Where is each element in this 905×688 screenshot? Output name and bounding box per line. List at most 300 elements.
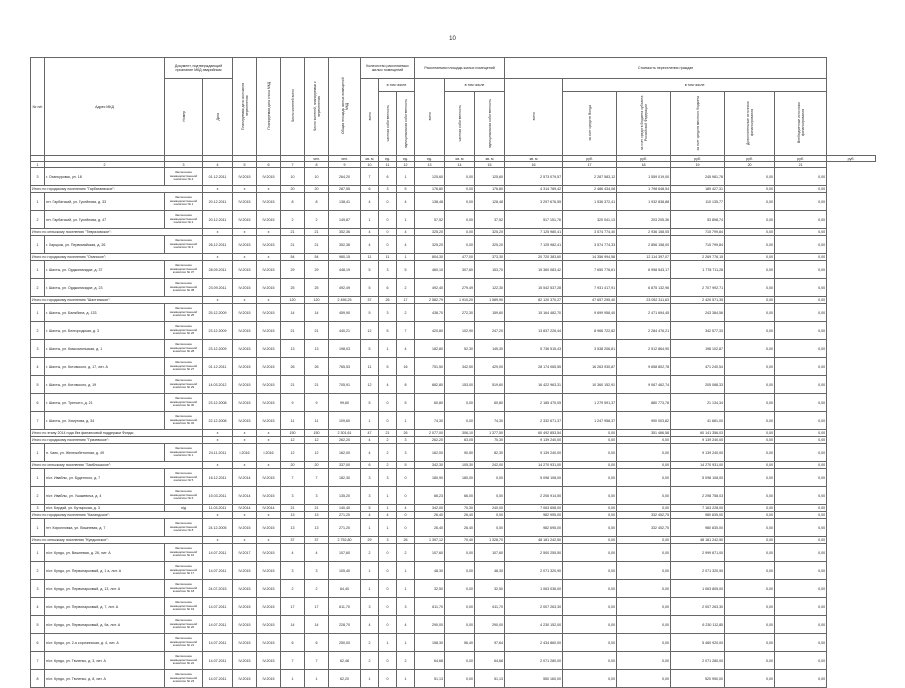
table-cell: 53 898,74 xyxy=(671,211,725,229)
table-cell: 980,15 xyxy=(329,254,361,261)
table-cell: x xyxy=(203,430,233,437)
hdr-rooms-all: всего xyxy=(361,79,379,156)
table-cell: 26 xyxy=(305,358,329,376)
table-cell: 1 xyxy=(379,634,397,652)
table-cell: г. Шахты, ул. Белгородская, д. 3 xyxy=(45,322,165,340)
unit-cell: кв. м xyxy=(505,156,563,162)
subtotal-row xyxy=(31,254,876,261)
table-cell: 23.12.2008 xyxy=(203,394,233,412)
table-cell: 0,00 xyxy=(445,670,475,688)
table-cell: 5 736 515,43 xyxy=(505,340,563,358)
table-cell: 13 xyxy=(305,519,329,537)
column-number-cell: 3 xyxy=(165,162,203,168)
table-cell: IV.2015 xyxy=(233,168,257,186)
table-cell: 0,00 xyxy=(775,394,827,412)
table-cell: 5 xyxy=(361,340,379,358)
table-cell: 37 xyxy=(281,537,305,544)
table-cell: 21 xyxy=(379,430,397,437)
table-cell: 2 071 320,90 xyxy=(671,562,725,580)
table-cell: 2 007 263,30 xyxy=(505,598,563,616)
table-row xyxy=(31,279,876,297)
table-cell: п/ст. Кундо, ул. Тюленко, д. 8, лит. А xyxy=(45,670,165,688)
table-cell: 51,13 xyxy=(475,670,505,688)
hdr-cost-fund: за счет средств Фонда xyxy=(563,92,617,156)
table-cell: 0,00 xyxy=(775,261,827,279)
table-cell: 62,48 xyxy=(329,652,361,670)
table-cell: 189 427,31 xyxy=(671,186,725,193)
table-row xyxy=(31,261,876,279)
table-row xyxy=(31,544,876,562)
table-cell: 492,49 xyxy=(329,279,361,297)
table-cell: IV.2015 xyxy=(257,358,281,376)
table-cell: 440,21 xyxy=(329,322,361,340)
table-cell: 150 xyxy=(305,430,329,437)
table-cell: 1 xyxy=(361,211,379,229)
table-cell: 0,00 xyxy=(563,537,617,544)
table-cell: 54 xyxy=(305,254,329,261)
table-row xyxy=(31,616,876,634)
table-cell: 243 384,56 xyxy=(671,304,725,322)
table-cell: IV.2017 xyxy=(233,544,257,562)
table-cell: 25 xyxy=(305,279,329,297)
table-cell: 0,00 xyxy=(563,562,617,580)
table-cell: 0 xyxy=(379,598,397,616)
table-cell: 21 xyxy=(305,505,329,512)
table-cell: x xyxy=(203,462,233,469)
table-cell: 459,90 xyxy=(329,304,361,322)
table-cell: 0 xyxy=(379,193,397,211)
subtotal-label: Итого по городскому поселению "Грачевское": xyxy=(31,437,203,444)
table-cell: г. Шахты, ул. Котовского, д. 19 xyxy=(45,376,165,394)
resettlement-register-table xyxy=(30,57,876,688)
table-cell: 12 xyxy=(305,444,329,462)
table-cell: x xyxy=(257,430,281,437)
table-cell: 26,40 xyxy=(445,519,475,537)
table-cell: 10 xyxy=(281,168,305,186)
table-cell: 2 287 583,12 xyxy=(563,168,617,186)
table-cell: 20 720 383,60 xyxy=(505,254,563,261)
table-cell: x xyxy=(203,254,233,261)
table-cell: 140,40 xyxy=(329,505,361,512)
table-cell: 8 xyxy=(397,376,415,394)
table-cell: 2 471 694,45 xyxy=(617,304,671,322)
table-cell: IV.2015 xyxy=(257,634,281,652)
table-cell: Заключение межведомственной комиссии № 1 xyxy=(165,193,203,211)
table-cell: п/ст. Кундо, ул. Первопарковый, д. 9а, лит. А xyxy=(45,616,165,634)
table-cell: 0,00 xyxy=(775,598,827,616)
table-cell: 306,10 xyxy=(445,430,475,437)
table-cell: 182,80 xyxy=(415,340,445,358)
table-cell: 1 xyxy=(397,634,415,652)
table-cell: 7 xyxy=(31,412,45,430)
hdr-cost-own: в том числе xyxy=(563,79,827,92)
column-number-cell: 21 xyxy=(775,162,827,168)
table-cell: 17 xyxy=(281,598,305,616)
table-cell: 20 xyxy=(305,186,329,193)
table-cell: 15 164 482,70 xyxy=(505,304,563,322)
table-cell: 0,00 xyxy=(725,634,775,652)
table-cell: 176,80 xyxy=(415,186,445,193)
table-cell: 2 071 320,90 xyxy=(505,562,563,580)
table-cell: 5 xyxy=(361,304,379,322)
table-cell: 5 xyxy=(379,322,397,340)
table-cell: 48 181 242,50 xyxy=(505,537,563,544)
table-cell: 0 xyxy=(379,544,397,562)
table-cell: 23.09.2011 xyxy=(203,279,233,297)
table-cell: 107,60 xyxy=(415,544,445,562)
table-row xyxy=(31,394,876,412)
unit-cell: ед. xyxy=(397,156,415,162)
hdr-people-plan: Число жителей, планируемых к переселению xyxy=(305,58,329,156)
table-cell: 0,00 xyxy=(617,670,671,688)
table-cell: 14.07.2011 xyxy=(203,634,233,652)
table-cell: 4 xyxy=(397,505,415,512)
table-cell: 150 xyxy=(281,430,305,437)
table-cell: 4 xyxy=(361,512,379,519)
table-cell: 1 xyxy=(31,304,45,322)
table-cell: 6 230 112,85 xyxy=(671,616,725,634)
table-cell: 0,00 xyxy=(563,437,617,444)
table-cell: x xyxy=(233,229,257,236)
table-cell: 0,00 xyxy=(445,229,475,236)
table-cell: 3 xyxy=(379,186,397,193)
table-cell: 182,30 xyxy=(329,469,361,487)
table-cell: 0 xyxy=(379,580,397,598)
table-cell: IV.2015 xyxy=(257,279,281,297)
table-cell: 751,50 xyxy=(415,358,445,376)
table-cell: 4 xyxy=(31,358,45,376)
table-cell: 247,20 xyxy=(475,322,505,340)
table-cell: 21 xyxy=(281,322,305,340)
table-cell: 1 xyxy=(361,562,379,580)
table-cell: 517 151,76 xyxy=(505,211,563,229)
table-cell: 250,00 xyxy=(329,634,361,652)
table-cell: 0,00 xyxy=(445,562,475,580)
table-cell: 0,00 xyxy=(445,652,475,670)
table-cell: 7 xyxy=(31,652,45,670)
hdr-area: Расселяемая площадь жилых помещений xyxy=(415,58,505,79)
table-cell: 21 134,34 xyxy=(671,394,725,412)
table-cell: 0,00 xyxy=(775,616,827,634)
table-cell: 14.07.2011 xyxy=(203,616,233,634)
table-cell: 4 xyxy=(397,236,415,254)
table-cell: x xyxy=(257,462,281,469)
table-cell: Заключение межведомственной комиссии № 1 xyxy=(165,444,203,462)
table-cell: 351 466,58 xyxy=(617,430,671,437)
table-cell: 6 875 132,96 xyxy=(617,279,671,297)
table-cell: I.2016 xyxy=(233,444,257,462)
table-cell: 9 699 956,40 xyxy=(563,304,617,322)
table-cell: 6 xyxy=(31,634,45,652)
table-cell: 0 xyxy=(397,487,415,505)
hdr-plan-end: Планируемая дата окончания переселения xyxy=(233,58,257,156)
table-cell: 14.07.2011 xyxy=(203,544,233,562)
table-cell: 26 xyxy=(281,358,305,376)
table-cell: 1 559 019,00 xyxy=(617,168,671,186)
unit-cell: руб. xyxy=(617,156,671,162)
hdr-cost: Стоимость переселения граждан xyxy=(505,58,827,79)
table-cell: 60,80 xyxy=(475,394,505,412)
table-cell: 0,00 xyxy=(725,512,775,519)
table-cell: 0,00 xyxy=(775,168,827,186)
table-cell: 57,52 xyxy=(415,211,445,229)
table-cell: 6 xyxy=(31,394,45,412)
table-cell: IV.2015 xyxy=(257,616,281,634)
table-cell: 3 xyxy=(361,598,379,616)
table-cell: Заключение межведомственной комиссии № 2 xyxy=(165,168,203,186)
table-cell: 5 xyxy=(31,376,45,394)
table-cell: Заключение межведомственной комиссии № 29 xyxy=(165,376,203,394)
table-cell: 0,00 xyxy=(725,261,775,279)
hdr-document: Документ, подтверждающий признание МКД аварийным xyxy=(165,58,233,79)
table-cell: 3 574 774,33 xyxy=(563,236,617,254)
table-cell: 0,00 xyxy=(775,512,827,519)
table-cell: г. Шахты, ул. Комсомольская, д. 1 xyxy=(45,340,165,358)
table-cell: 23.12.2009 xyxy=(203,322,233,340)
table-cell: 28 174 065,55 xyxy=(505,358,563,376)
table-cell: 982 995,00 xyxy=(505,512,563,519)
table-cell: 10 xyxy=(305,168,329,186)
table-row xyxy=(31,519,876,537)
table-cell: 1 xyxy=(281,670,305,688)
table-body xyxy=(31,168,876,688)
table-cell: 1 xyxy=(31,236,45,254)
table-cell: 0,00 xyxy=(475,512,505,519)
table-cell: 16 xyxy=(397,358,415,376)
table-cell: 4 xyxy=(379,512,397,519)
table-cell: 0,00 xyxy=(775,358,827,376)
table-cell: 2 xyxy=(397,544,415,562)
table-cell: 14.07.2011 xyxy=(203,670,233,688)
table-cell: 64,68 xyxy=(415,652,445,670)
table-cell: 64,40 xyxy=(329,580,361,598)
table-cell: 3 xyxy=(305,487,329,505)
table-cell: 15 542 537,28 xyxy=(505,279,563,297)
table-cell: 0,00 xyxy=(725,469,775,487)
table-cell: 12 xyxy=(361,376,379,394)
table-cell: 16.12.2011 xyxy=(203,469,233,487)
table-cell: 3 xyxy=(397,444,415,462)
page-number: 10 xyxy=(449,36,456,42)
table-header xyxy=(31,58,876,168)
table-cell: 145,30 xyxy=(475,340,505,358)
subtotal-label: Итого по городскому поселению "Оханское": xyxy=(31,254,203,261)
table-cell: 14 xyxy=(305,616,329,634)
column-number-cell: 20 xyxy=(725,162,775,168)
table-cell: 3 297 676,55 xyxy=(505,193,563,211)
table-cell: 7 650 776,61 xyxy=(563,261,617,279)
table-cell: 271,20 xyxy=(329,512,361,519)
table-cell: 0,00 xyxy=(775,193,827,211)
table-cell: IV.2015 xyxy=(233,394,257,412)
column-number-cell: 10 xyxy=(361,162,379,168)
table-cell: 0,00 xyxy=(725,562,775,580)
table-cell: 325,20 xyxy=(415,229,445,236)
hdr-rooms-municipal: муниципальная собственность xyxy=(397,92,415,156)
table-cell: x xyxy=(233,186,257,193)
table-cell: IV.2015 xyxy=(233,279,257,297)
table-cell: 0,00 xyxy=(725,487,775,505)
table-row xyxy=(31,444,876,462)
table-cell: 32,50 xyxy=(415,580,445,598)
table-cell: 1 328,70 xyxy=(475,537,505,544)
table-cell: Заключение межведомственной комиссии № 19 xyxy=(165,598,203,616)
unit-cell: руб. xyxy=(827,156,876,162)
table-cell: 1 xyxy=(397,562,415,580)
table-cell: 0,00 xyxy=(617,505,671,512)
table-cell: п/ст. Кундо, ул. Вишневая, д. 26, лит. А xyxy=(45,544,165,562)
table-cell: 4 xyxy=(305,544,329,562)
table-cell: 0,00 xyxy=(563,505,617,512)
table-cell: 2 582,79 xyxy=(415,297,445,304)
table-cell: 0,00 xyxy=(725,236,775,254)
table-cell: 56,40 xyxy=(445,634,475,652)
table-cell: 12 xyxy=(305,437,329,444)
table-cell: IV.2015 xyxy=(257,487,281,505)
table-cell: 11 xyxy=(361,358,379,376)
table-cell: 1 xyxy=(361,580,379,598)
table-cell: 2 xyxy=(31,322,45,340)
table-cell: 0,00 xyxy=(445,168,475,186)
table-cell: 0,00 xyxy=(725,186,775,193)
table-cell: 0,00 xyxy=(617,616,671,634)
table-cell: 0,00 xyxy=(445,236,475,254)
table-cell: 0,00 xyxy=(775,562,827,580)
table-cell: 4 xyxy=(397,340,415,358)
table-cell: IV.2015 xyxy=(233,193,257,211)
hdr-plan-demolition: Планируемая дата сноса МКД xyxy=(257,58,281,156)
table-cell: 7 163 228,00 xyxy=(671,505,725,512)
column-number-cell: 19 xyxy=(671,162,725,168)
table-cell: 13 837 226,44 xyxy=(505,322,563,340)
table-cell: 153,00 xyxy=(445,376,475,394)
unit-cell: чел. xyxy=(305,156,329,162)
table-cell: 63,05 xyxy=(445,437,475,444)
table-cell: IV.2015 xyxy=(233,211,257,229)
table-cell: 22.12.2008 xyxy=(203,412,233,430)
table-cell: 11 xyxy=(379,254,397,261)
table-cell: x xyxy=(233,297,257,304)
table-cell: Заключение межведомственной комиссии № 32 xyxy=(165,412,203,430)
column-number-cell: 1 xyxy=(31,162,45,168)
table-cell: 2 xyxy=(305,211,329,229)
table-cell: IV.2015 xyxy=(257,562,281,580)
table-cell: 0,00 xyxy=(725,376,775,394)
table-cell: 29 xyxy=(305,261,329,279)
table-cell: 203 205,36 xyxy=(617,211,671,229)
table-cell: 0,00 xyxy=(617,598,671,616)
table-cell: 0,00 xyxy=(725,519,775,537)
table-cell: 0,00 xyxy=(445,394,475,412)
table-cell: 611,70 xyxy=(415,598,445,616)
table-cell: 0 xyxy=(379,670,397,688)
table-cell: 7 125 980,41 xyxy=(505,229,563,236)
table-cell: 0,00 xyxy=(775,376,827,394)
table-cell: 0 xyxy=(379,616,397,634)
table-row xyxy=(31,562,876,580)
table-cell: 3 xyxy=(361,469,379,487)
table-cell: 3 xyxy=(379,469,397,487)
table-cell: 0,00 xyxy=(617,444,671,462)
table-cell: 1 xyxy=(397,412,415,430)
table-cell: 352,36 xyxy=(329,236,361,254)
table-cell: п. Чаек, ул. Железобетонная, д. 49 xyxy=(45,444,165,462)
table-cell: 2 xyxy=(397,279,415,297)
table-cell: 4 xyxy=(281,544,305,562)
table-cell: 6 xyxy=(379,168,397,186)
table-cell: 7 xyxy=(281,652,305,670)
table-row xyxy=(31,193,876,211)
table-cell: 105,30 xyxy=(445,462,475,469)
table-cell: 0,00 xyxy=(617,544,671,562)
table-cell: Заключение межведомственной комиссии № 16 xyxy=(165,544,203,562)
table-cell: 7 xyxy=(397,322,415,340)
table-cell: 0,00 xyxy=(445,193,475,211)
table-cell: x xyxy=(257,229,281,236)
table-cell: x xyxy=(233,437,257,444)
table-cell: 15.03.2011 xyxy=(203,487,233,505)
column-number-cell: 6 xyxy=(257,162,281,168)
table-cell: Заключение межведомственной комиссии № 26 xyxy=(165,322,203,340)
table-cell: 4 314 789,42 xyxy=(505,186,563,193)
table-cell: 23 052 311,63 xyxy=(617,297,671,304)
table-cell: IV.2015 xyxy=(233,412,257,430)
table-cell: 0,00 xyxy=(775,297,827,304)
table-cell: IV.2015 xyxy=(233,358,257,376)
unit-cell: кв. м xyxy=(445,156,475,162)
table-cell: 13 xyxy=(281,512,305,519)
table-cell: 29 xyxy=(281,261,305,279)
table-cell: 9 139 240,00 xyxy=(505,437,563,444)
table-cell: IV.2015 xyxy=(257,519,281,537)
unit-cell: руб. xyxy=(725,156,775,162)
table-cell: 0,00 xyxy=(563,652,617,670)
hdr-rooms-private: частная собственность xyxy=(379,92,397,156)
table-cell: 0,00 xyxy=(617,562,671,580)
table-cell: 1 xyxy=(397,580,415,598)
table-cell: 5 xyxy=(361,261,379,279)
subtotal-row xyxy=(31,512,876,519)
table-cell: 0,00 xyxy=(775,304,827,322)
table-cell: 12 xyxy=(281,437,305,444)
table-cell: 26,40 xyxy=(415,512,445,519)
table-cell: 0,00 xyxy=(725,598,775,616)
table-cell: Заключение межведомственной комиссии № 25 xyxy=(165,304,203,322)
table-cell: 290,00 xyxy=(475,616,505,634)
table-cell: IV.2015 xyxy=(257,261,281,279)
subtotal-row xyxy=(31,437,876,444)
table-cell: 5 xyxy=(397,462,415,469)
table-cell: 24.11.2011 xyxy=(203,444,233,462)
table-cell: 0,00 xyxy=(775,634,827,652)
table-cell: 7 931 417,91 xyxy=(563,279,617,297)
table-cell: 325,20 xyxy=(475,229,505,236)
table-cell: 3 538 206,81 xyxy=(563,340,617,358)
subtotal-label: Итого по сельскому поселению "Кундынское": xyxy=(31,537,203,544)
table-cell: 21 xyxy=(305,229,329,236)
table-cell: 471 240,54 xyxy=(671,358,725,376)
table-cell: 0,00 xyxy=(617,469,671,487)
table-cell: 1 910,20 xyxy=(445,297,475,304)
table-cell: 0,00 xyxy=(725,254,775,261)
table-cell: 48 181 242,50 xyxy=(671,537,725,544)
table-cell: x xyxy=(203,512,233,519)
column-number-cell: 9 xyxy=(329,162,361,168)
table-cell: IV.2015 xyxy=(257,544,281,562)
table-cell: 1 xyxy=(397,168,415,186)
table-cell: 0 xyxy=(379,236,397,254)
table-cell: 109,60 xyxy=(329,412,361,430)
